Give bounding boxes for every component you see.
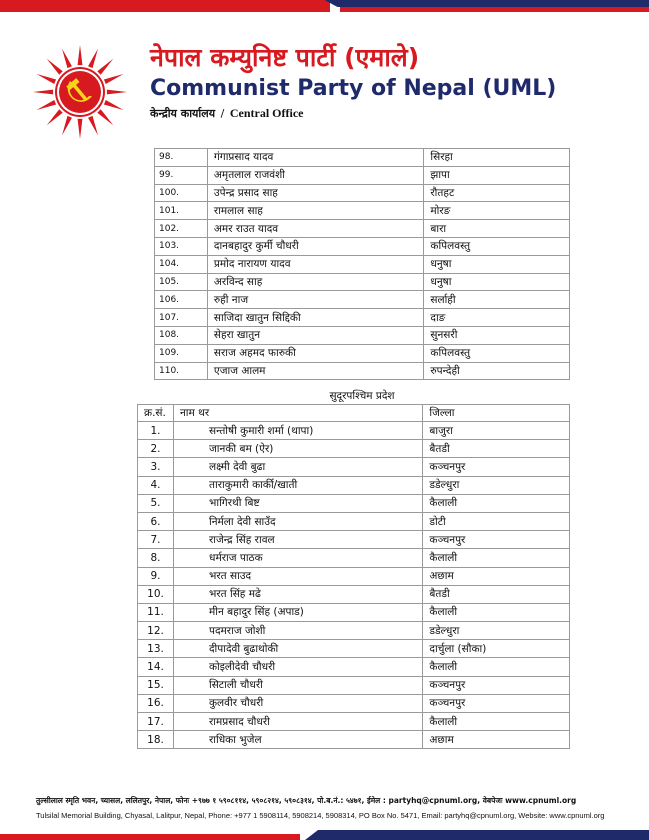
table-row xyxy=(138,549,570,567)
header-district: जिल्ला xyxy=(423,405,570,422)
name-cell: कोइलीदेवी चौधरी xyxy=(173,658,422,676)
district-cell: धनुषा xyxy=(424,273,570,291)
district-cell: अछाम xyxy=(423,567,570,585)
serial-number-cell: 11. xyxy=(138,603,174,621)
footer-red-band xyxy=(0,834,300,840)
district-cell: सुनसरी xyxy=(424,326,570,344)
table-row xyxy=(155,362,570,380)
district-cell: अछाम xyxy=(423,731,570,749)
office-label xyxy=(150,106,303,121)
table-row xyxy=(155,326,570,344)
members-table-continued xyxy=(154,148,570,380)
name-cell: जानकी बम (ऐर) xyxy=(173,440,422,458)
serial-number-cell: 102. xyxy=(155,220,208,238)
table-row xyxy=(138,603,570,621)
serial-number-cell: 17. xyxy=(138,713,174,731)
name-cell: सिटाली चौधरी xyxy=(173,676,422,694)
serial-number-cell: 18. xyxy=(138,731,174,749)
serial-number-cell: 99. xyxy=(155,166,208,184)
name-cell: गंगाप्रसाद यादव xyxy=(207,149,423,167)
district-cell: सिरहा xyxy=(424,149,570,167)
serial-number-cell: 3. xyxy=(138,458,174,476)
name-cell: कुलवीर चौधरी xyxy=(173,694,422,712)
name-cell: भरत साउद xyxy=(173,567,422,585)
name-cell: अमर राउत यादव xyxy=(207,220,423,238)
district-cell: कपिलवस्तु xyxy=(424,344,570,362)
district-cell: दार्चुला (सौका) xyxy=(423,640,570,658)
district-cell: रौतहट xyxy=(424,184,570,202)
serial-number-cell: 101. xyxy=(155,202,208,220)
district-cell: कैलाली xyxy=(423,549,570,567)
footer-address-nepali: तुल्सीलाल स्मृति भवन, च्यासल, ललितपुर, नेपाल, फोनः +९७७ १ ५९०८११४, ५९०८२१४, ५९०८३१४, पो.ब.नं.: ५४७१, ईमेल : partyhq@cpnuml.org, वेबपेजः www.cpnuml.org xyxy=(36,796,577,805)
name-cell: प्रमोद नारायण यादव xyxy=(207,255,423,273)
name-cell: मीन बहादुर सिंह (अपाड) xyxy=(173,603,422,621)
name-cell: एजाज आलम xyxy=(207,362,423,380)
table-row xyxy=(138,458,570,476)
office-label-separator: / xyxy=(220,107,225,120)
table-row xyxy=(155,166,570,184)
name-cell: सेहरा खातुन xyxy=(207,326,423,344)
serial-number-cell: 16. xyxy=(138,694,174,712)
serial-number-cell: 10. xyxy=(138,585,174,603)
district-cell: रुपन्देही xyxy=(424,362,570,380)
name-cell: लक्ष्मी देवी बुढा xyxy=(173,458,422,476)
table-row xyxy=(155,309,570,327)
name-cell: अरविन्द साह xyxy=(207,273,423,291)
serial-number-cell: 1. xyxy=(138,422,174,440)
name-cell: राधिका भुजेल xyxy=(173,731,422,749)
name-cell: साजिदा खातुन सिद्दिकी xyxy=(207,309,423,327)
name-cell: धर्मराज पाठक xyxy=(173,549,422,567)
table-row xyxy=(155,184,570,202)
name-cell: निर्मला देवी साउँद xyxy=(173,512,422,530)
district-cell: कञ्चनपुर xyxy=(423,694,570,712)
party-name-english: Communist Party of Nepal (UML) xyxy=(150,76,557,101)
district-cell: डडेल्धुरा xyxy=(423,622,570,640)
serial-number-cell: 12. xyxy=(138,622,174,640)
serial-number-cell: 15. xyxy=(138,676,174,694)
table-row xyxy=(155,237,570,255)
table-row xyxy=(138,640,570,658)
table-row xyxy=(155,291,570,309)
district-cell: बाजुरा xyxy=(423,422,570,440)
table-row xyxy=(138,476,570,494)
name-cell: भागिरथी बिष्ट xyxy=(173,494,422,512)
district-cell: धनुषा xyxy=(424,255,570,273)
serial-number-cell: 105. xyxy=(155,273,208,291)
members-table-sudurpashchim xyxy=(137,404,570,749)
serial-number-cell: 107. xyxy=(155,309,208,327)
table-row xyxy=(138,658,570,676)
table-row xyxy=(138,440,570,458)
district-cell: कैलाली xyxy=(423,658,570,676)
district-cell: सर्लाही xyxy=(424,291,570,309)
serial-number-cell: 14. xyxy=(138,658,174,676)
serial-number-cell: 2. xyxy=(138,440,174,458)
table-row xyxy=(155,220,570,238)
table-row xyxy=(138,713,570,731)
office-label-english: Central Office xyxy=(229,106,304,120)
table-row xyxy=(155,273,570,291)
footer-address-english: Tulsilal Memorial Building, Chyasal, Lalitpur, Nepal, Phone: +977 1 5908114, 5908214, 5908314, PO Box No. 5471, Email: partyhq@cpnuml.org, Website: www.cpnuml.org xyxy=(36,811,605,820)
table-row xyxy=(138,585,570,603)
name-cell: अमृतलाल राजवंशी xyxy=(207,166,423,184)
name-cell: उपेन्द्र प्रसाद साह xyxy=(207,184,423,202)
office-label-nepali: केन्द्रीय कार्यालय xyxy=(150,107,216,120)
name-cell: रामप्रसाद चौधरी xyxy=(173,713,422,731)
district-cell: कैलाली xyxy=(423,603,570,621)
district-cell: कैलाली xyxy=(423,494,570,512)
district-cell: झापा xyxy=(424,166,570,184)
table-row xyxy=(155,149,570,167)
name-cell: ताराकुमारी कार्की/खाती xyxy=(173,476,422,494)
serial-number-cell: 8. xyxy=(138,549,174,567)
district-cell: डोटी xyxy=(423,512,570,530)
table-row xyxy=(138,422,570,440)
district-cell: कपिलवस्तु xyxy=(424,237,570,255)
hammer-sickle-sun-logo-icon xyxy=(30,42,130,142)
name-cell: सन्तोषी कुमारी शर्मा (थापा) xyxy=(173,422,422,440)
serial-number-cell: 4. xyxy=(138,476,174,494)
table-row xyxy=(138,694,570,712)
table-row xyxy=(138,567,570,585)
district-cell: कञ्चनपुर xyxy=(423,458,570,476)
serial-number-cell: 108. xyxy=(155,326,208,344)
table-row xyxy=(138,676,570,694)
district-cell: दाङ xyxy=(424,309,570,327)
serial-number-cell: 104. xyxy=(155,255,208,273)
serial-number-cell: 109. xyxy=(155,344,208,362)
serial-number-cell: 7. xyxy=(138,531,174,549)
serial-number-cell: 98. xyxy=(155,149,208,167)
district-cell: डडेल्धुरा xyxy=(423,476,570,494)
name-cell: सराज अहमद फारुकी xyxy=(207,344,423,362)
table-header-row xyxy=(138,405,570,422)
name-cell: राजेन्द्र सिंह रावल xyxy=(173,531,422,549)
party-name-nepali: नेपाल कम्युनिष्ट पार्टी (एमाले) xyxy=(150,43,420,72)
table-row xyxy=(138,512,570,530)
header-red-band xyxy=(0,0,330,12)
header-serial-number: क्र.सं. xyxy=(138,405,174,422)
table-row xyxy=(138,531,570,549)
serial-number-cell: 6. xyxy=(138,512,174,530)
name-cell: दीपादेवी बुढाथोकी xyxy=(173,640,422,658)
district-cell: कञ्चनपुर xyxy=(423,676,570,694)
serial-number-cell: 9. xyxy=(138,567,174,585)
name-cell: पदमराज जोशी xyxy=(173,622,422,640)
table-row xyxy=(155,344,570,362)
serial-number-cell: 110. xyxy=(155,362,208,380)
district-cell: मोरङ xyxy=(424,202,570,220)
section-title-sudurpashchim: सुदूरपश्चिम प्रदेश xyxy=(329,390,395,402)
district-cell: बारा xyxy=(424,220,570,238)
serial-number-cell: 106. xyxy=(155,291,208,309)
name-cell: भरत सिंह मढे xyxy=(173,585,422,603)
serial-number-cell: 103. xyxy=(155,237,208,255)
table-row xyxy=(155,202,570,220)
district-cell: बैतडी xyxy=(423,585,570,603)
header-red-band-right xyxy=(340,7,649,12)
name-cell: दानबहादुर कुर्मी चौधरी xyxy=(207,237,423,255)
table-row xyxy=(138,731,570,749)
district-cell: बैतडी xyxy=(423,440,570,458)
serial-number-cell: 5. xyxy=(138,494,174,512)
header-name: नाम थर xyxy=(173,405,422,422)
serial-number-cell: 13. xyxy=(138,640,174,658)
district-cell: कञ्चनपुर xyxy=(423,531,570,549)
serial-number-cell: 100. xyxy=(155,184,208,202)
name-cell: रामलाल साह xyxy=(207,202,423,220)
district-cell: कैलाली xyxy=(423,713,570,731)
table-row xyxy=(138,622,570,640)
name-cell: रुही नाज xyxy=(207,291,423,309)
table-row xyxy=(138,494,570,512)
table-row xyxy=(155,255,570,273)
